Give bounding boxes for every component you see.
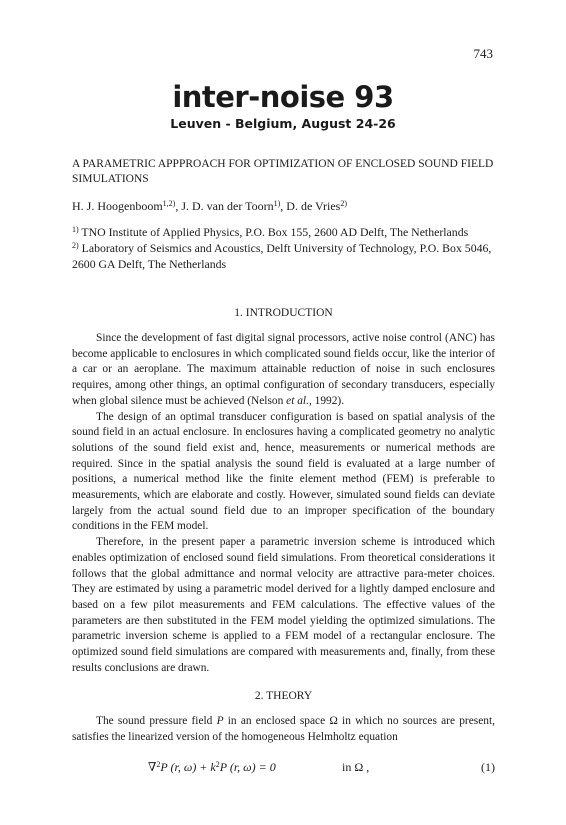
- author-name: H. J. Hoogenboom: [72, 199, 163, 213]
- equation-number: (1): [481, 759, 495, 774]
- affiliation-1: $^{1)}$ TNO Institute of Applied Physics, P.O. Box 155, 2600 AD Delft, The Netherlands: [72, 225, 469, 239]
- equation-1: [72, 760, 495, 776]
- author-affiliation-marker: 1,2): [162, 199, 176, 208]
- equation-condition: in Ω ,: [342, 759, 370, 774]
- paper-body: [72, 157, 495, 776]
- author-affiliation-marker: 1): [273, 199, 281, 208]
- paragraph: The design of an optimal transducer configuration is based on spatial analysis of the sound field in an actual enclosure. In enclosures having a complicated geometry no analytic solutions of the sound field exist and, hence, measurements or numerical methods are required. Since in the spatial analysis the sound field is evaluated at a large number of positions, a numerical method like the finite element method (FEM) is preferable to measurements, which are elaborate and costly. However, simulated sound fields can deviate largely from the actual sound field due to an improper specification of the boundary conditions in the FEM model.: [72, 410, 495, 533]
- conference-location: Leuven - Belgium, August 24-26: [170, 116, 396, 131]
- page-number: 743: [473, 46, 493, 61]
- conference-logo: inter-noise 93: [172, 80, 394, 114]
- author-name: J. D. van der Toorn: [181, 199, 274, 213]
- paper-title: A PARAMETRIC APPPROACH FOR OPTIMIZATION OF ENCLOSED SOUND FIELD SIMULATIONS: [72, 158, 494, 185]
- affiliation-2: $^{2)}$ Laboratory of Seismics and Acoustics, Delft University of Technology, P.O. Box 5046, 2600 GA Delft, The Netherlands: [72, 241, 492, 271]
- paragraph: The sound pressure field P in an enclosed space Ω in which no sources are present, satisfies the linearized version of the homogeneous Helmholtz equation: [72, 715, 495, 744]
- section-heading-introduction: 1. INTRODUCTION: [234, 307, 333, 319]
- paragraph: Therefore, in the present paper a parametric inversion scheme is introduced which enables optimization of enclosed sound field simulations. From theoretical considerations it follows that the global admittance and normal velocity are attractive para-meter choices. They are estimated by using a parametric model derived for a lightly damped enclosure and based on a few pilot measurements and FEM calculations. The effective values of the parameters are then substituted in the FEM model yielding the optimized simulations. The parametric inversion scheme is applied to a FEM model of a rectangular enclosure. The optimized sound field simulations are compared with measurements and, finally, from these results conclusions are drawn.: [72, 536, 495, 674]
- author-list: H. J. Hoogenboom$^{1,2)}$, J. D. van der Toorn$^{1)}$, D. de Vries$^{2)}$: [72, 199, 347, 213]
- paragraph: Since the development of fast digital signal processors, active noise control (ANC) has become applicable to enclosures in which complicated sound fields occur, like the interior of a car or an aeroplane. The maximum attainable reduction of noise in such enclosures requires, among other things, an optimal configuration of secondary transducers, especially when global silence must be achieved (Nelson et al., 1992).: [72, 332, 495, 407]
- author-affiliation-marker: 2): [340, 199, 347, 208]
- author-name: D. de Vries: [286, 199, 341, 213]
- equation-expression: ∇$^2$P (r, $\omega) + k^2P$ (r, ω) = 0: [148, 759, 276, 774]
- section-heading-theory: 2. THEORY: [254, 690, 313, 703]
